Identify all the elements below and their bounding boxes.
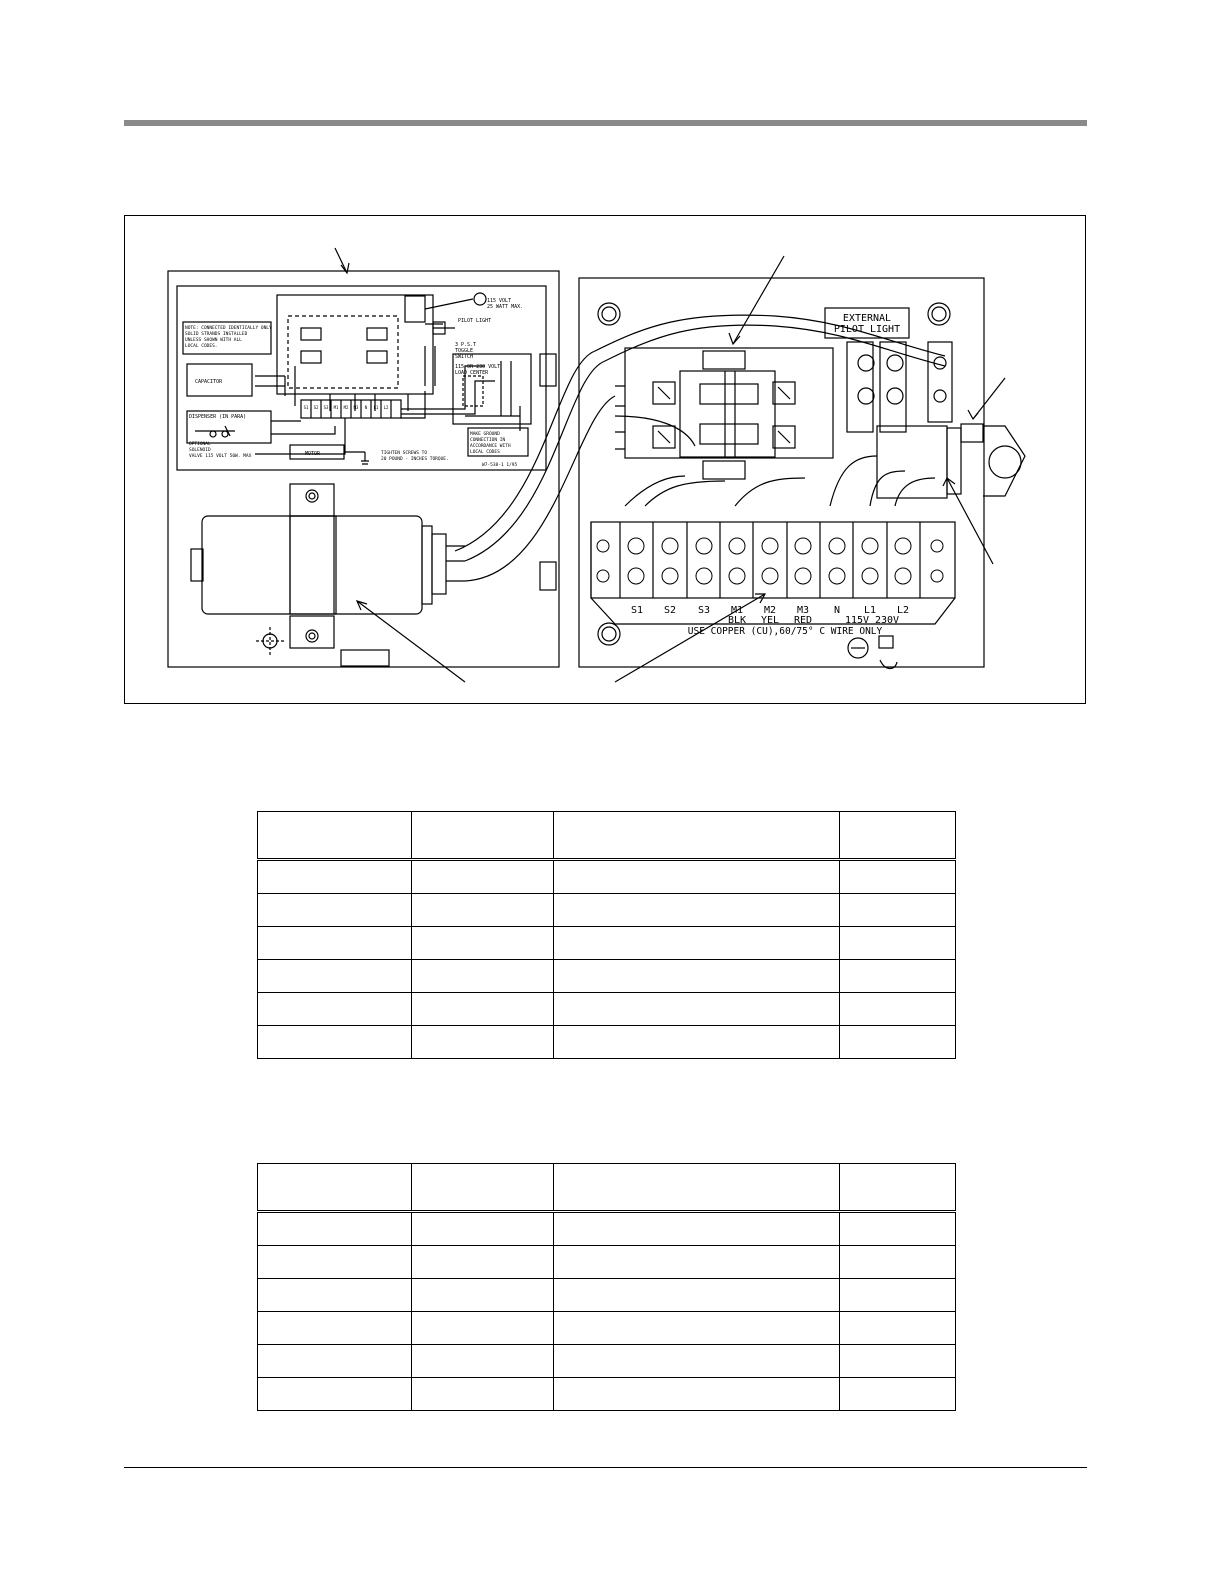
schematic-ground-4: LOCAL CODES (470, 450, 500, 455)
schematic-note-1: NOTE: CONNECTED IDENTICALLY ONLY (185, 326, 272, 331)
table-cell (258, 1026, 412, 1059)
schematic-terminal-l1: L1 (373, 405, 379, 410)
schematic-optional-2: SOLENOID (189, 448, 211, 453)
table-cell (840, 860, 956, 894)
table-cell (412, 1312, 554, 1345)
control-box-drawing (125, 216, 1087, 705)
terminal-label-s3: S3 (697, 605, 711, 616)
table-header-cell (258, 1164, 412, 1212)
schematic-terminal-s2: S2 (313, 405, 319, 410)
table-cell (554, 993, 840, 1026)
table-cell (258, 1279, 412, 1312)
schematic-toggle-3: SWITCH (455, 354, 474, 360)
table-row (258, 1378, 956, 1411)
schematic-terminal-s1: S1 (303, 405, 309, 410)
schematic-ground-2: CONNECTION IN (470, 438, 506, 443)
schematic-optional-3: VALVE 115 VOLT 50W. MAX (189, 454, 252, 459)
table-cell (554, 927, 840, 960)
table-row (258, 1246, 956, 1279)
terminal-label-m1: M1 (730, 605, 744, 616)
header-rule (124, 120, 1087, 126)
schematic-volt-label-2: 25 WATT MAX. (487, 304, 524, 310)
terminal-label-m3: M3 (796, 605, 810, 616)
table-cell (412, 1345, 554, 1378)
table-cell (840, 1312, 956, 1345)
table-cell (840, 993, 956, 1026)
terminal-block (591, 522, 955, 598)
schematic-terminal-m3: M3 (353, 405, 359, 410)
table-cell (554, 1212, 840, 1246)
external-pilot-light-label-1: EXTERNAL (842, 313, 892, 324)
table-cell (258, 860, 412, 894)
table-row (258, 927, 956, 960)
schematic-optional-1: OPTIONAL (189, 442, 211, 447)
table-cell (412, 1026, 554, 1059)
table-row (258, 1279, 956, 1312)
wire-color-yel: YEL (760, 615, 780, 626)
schematic-volt-label-1: 115 VOLT (487, 298, 512, 304)
schematic-note-4: LOCAL CODES. (185, 344, 218, 349)
table-cell (554, 960, 840, 993)
wire-color-red: RED (793, 615, 813, 626)
table-cell (412, 1378, 554, 1411)
table-cell (554, 1026, 840, 1059)
schematic-note-3: UNLESS SHOWN WITH ALL (185, 338, 242, 343)
voltage-230v: 230V (874, 615, 900, 626)
contactor (625, 348, 833, 458)
table-cell (258, 1378, 412, 1411)
schematic-terminal-n: N (364, 405, 368, 410)
parts-table-2 (257, 1163, 956, 1411)
table-cell (840, 1246, 956, 1279)
table-cell (258, 1312, 412, 1345)
schematic-dispenser: DISPENSER (IN PARA) (189, 414, 247, 420)
schematic-torque-1: TIGHTEN SCREWS TO (381, 451, 428, 456)
table-cell (840, 1026, 956, 1059)
motor-body (202, 516, 422, 614)
table-cell (554, 1246, 840, 1279)
table-cell (840, 1279, 956, 1312)
table-cell (412, 1212, 554, 1246)
table-row (258, 860, 956, 894)
table-cell (258, 927, 412, 960)
schematic-torque-2: 20 POUND - INCHES TORQUE. (381, 457, 449, 462)
terminal-label-n: N (833, 605, 841, 616)
table-cell (412, 894, 554, 927)
table-cell (412, 993, 554, 1026)
table-cell (840, 927, 956, 960)
table-cell (412, 927, 554, 960)
table-row (258, 1312, 956, 1345)
table-header-cell (412, 812, 554, 860)
table-header-cell (412, 1164, 554, 1212)
terminal-label-l1: L1 (863, 605, 877, 616)
table-cell (840, 894, 956, 927)
schematic-terminal-m1: M1 (333, 405, 339, 410)
terminal-label-m2: M2 (763, 605, 777, 616)
table-cell (554, 1312, 840, 1345)
table-header-cell (840, 812, 956, 860)
voltage-115v: 115V (844, 615, 870, 626)
table-row (258, 993, 956, 1026)
schematic-ground-3: ACCORDANCE WITH (470, 444, 511, 449)
schematic-ground-1: MAKE GROUND (470, 432, 500, 437)
schematic-load-center-2: LOAD CENTER (455, 370, 489, 376)
table-cell (412, 1279, 554, 1312)
table-row (258, 960, 956, 993)
schematic-terminal-l2: L2 (383, 405, 389, 410)
table-header-row (258, 1164, 956, 1212)
table-cell (840, 1212, 956, 1246)
table-header-row (258, 812, 956, 860)
terminal-label-s1: S1 (630, 605, 644, 616)
table-row (258, 1212, 956, 1246)
table-header-cell (840, 1164, 956, 1212)
schematic-part-number: W7-538-1 1/95 (482, 463, 518, 468)
table-cell (840, 1345, 956, 1378)
schematic-pilot-light: PILOT LIGHT (458, 318, 492, 324)
copper-wire-note: USE COPPER (CU),60/75° C WIRE ONLY (687, 626, 883, 637)
table-cell (258, 894, 412, 927)
external-pilot-light-label-2: PILOT LIGHT (833, 324, 901, 335)
schematic-toggle-1: 3 P.S.T (455, 342, 477, 348)
schematic-terminal-s3: S3 (323, 405, 329, 410)
footer-rule (124, 1467, 1087, 1468)
schematic-load-center-1: 115 OR 230 VOLT (455, 364, 501, 370)
wiring-figure (124, 215, 1086, 704)
table-cell (412, 860, 554, 894)
table-cell (840, 960, 956, 993)
schematic-note-2: SOLID STRANDS INSTALLED (185, 332, 248, 337)
terminal-label-s2: S2 (663, 605, 677, 616)
table-cell (412, 960, 554, 993)
table-row (258, 1345, 956, 1378)
schematic-toggle-2: TOGGLE (455, 348, 474, 354)
table-cell (258, 1246, 412, 1279)
table-cell (412, 1246, 554, 1279)
table-row (258, 894, 956, 927)
table-header-cell (554, 812, 840, 860)
table-cell (258, 993, 412, 1026)
terminal-label-l2: L2 (896, 605, 910, 616)
table-cell (258, 960, 412, 993)
table-cell (840, 1378, 956, 1411)
table-cell (554, 1279, 840, 1312)
schematic-terminal-m2: M2 (343, 405, 349, 410)
table-cell (258, 1212, 412, 1246)
table-cell (554, 1345, 840, 1378)
table-header-cell (258, 812, 412, 860)
table-row (258, 1026, 956, 1059)
schematic-capacitor: CAPACITOR (195, 379, 223, 385)
table-cell (554, 1378, 840, 1411)
wire-color-blk: BLK (727, 615, 747, 626)
table-header-cell (554, 1164, 840, 1212)
table-cell (258, 1345, 412, 1378)
table-cell (554, 860, 840, 894)
table-cell (554, 894, 840, 927)
parts-table-1 (257, 811, 956, 1059)
schematic-motor: MOTOR (305, 451, 321, 457)
